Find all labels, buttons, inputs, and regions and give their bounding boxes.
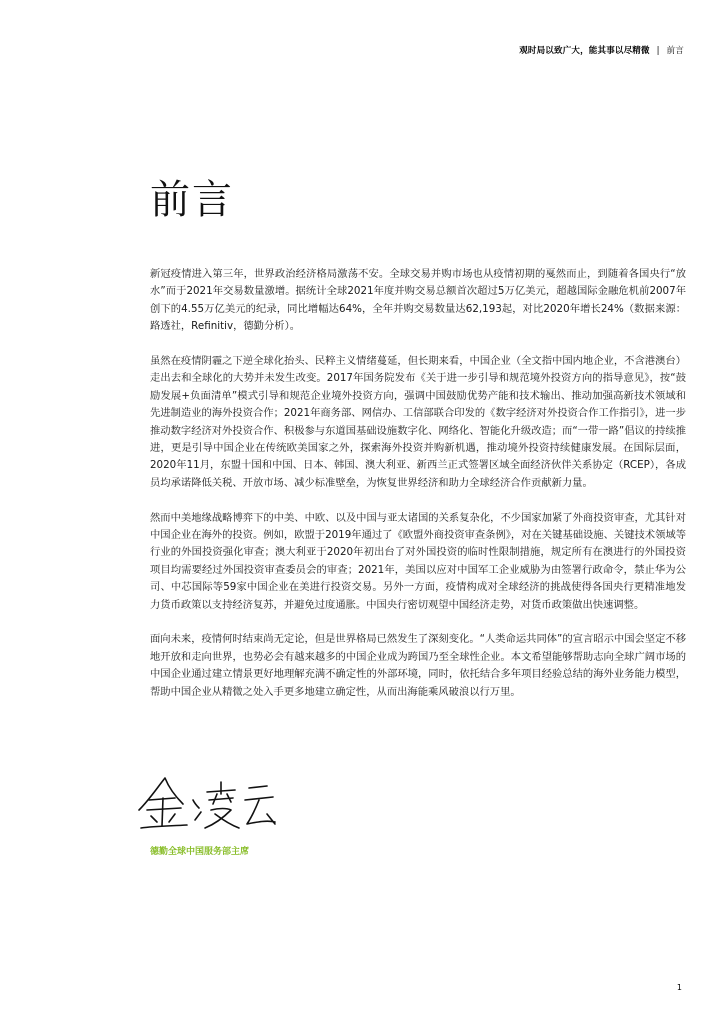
page-title: 前言 [150,177,234,223]
paragraph-1: 新冠疫情进入第三年，世界政治经济格局激荡不安。全球交易并购市场也从疫情初期的戛然而止，到随着各国央行“放水”而于2021年交易数量激增。据统计全球2021年度并购交易总额首次超过5万亿美元，超越国际金融危机前2007年创下的4.55万亿美元的纪录，同比增幅达64%，全年并购交易数量达62,193起，对比2020年增长24%（数据来源：路透社，Refinitiv，德勤分析）。 [150,268,686,333]
page-number: 1 [676,983,682,992]
paragraph-2: 虽然在疫情阴霾之下逆全球化抬头、民粹主义情绪蔓延，但长期来看，中国企业（全文指中国内地企业，不含港澳台）走出去和全球化的大势并未发生改变。2017年国务院发布《关于进一步引导和规范境外投资方向的指导意见》，按“鼓励发展+负面清单”模式引导和规范企业境外投资方向，强调中国鼓励优势产能和技术输出、推动加强高新技术领域和先进制造业的海外投资合作；2021年商务部、网信办、工信部联合印发的《数字经济对外投资合作工作指引》，进一步推动数字经济对外投资合作、积极参与东道国基础设施数字化、网络化、智能化升级改造；而“一带一路”倡议的持续推进，更是引导中国企业在传统欧美国家之外，探索海外投资并购新机遇，推动境外投资持续健康发展。在国际层面，2020年11月，东盟十国和中国、日本、韩国、澳大利亚、新西兰正式签署区域全面经济伙伴关系协定（RCEP），各成员均承诺降低关税、开放市场、减少标准壁垒，为恢复世界经济和助力全球经济合作贡献新力量。 [150,355,686,489]
running-title: 观时局以致广大，能其事以尽精微 [519,46,650,56]
header-section: 前言 [666,46,684,56]
paragraph-4: 面向未来，疫情何时结束尚无定论，但是世界格局已然发生了深刻变化。“人类命运共同体”的宣言昭示中国会坚定不移地开放和走向世界，也势必会有越来越多的中国企业成为跨国乃至全球性企业。本文希望能够帮助志向全球广阔市场的中国企业通过建立情景更好地理解充满不确定性的外部环境，同时，依托结合多年项目经验总结的海外业务能力模型，帮助中国企业从精微之处入手更多地建立确定性，从而出海能乘风破浪以行万里。 [150,633,686,698]
header-separator: | [656,46,660,56]
body-text [150,266,686,719]
paragraph-3: 然而中美地缘战略博弈下的中美、中欧、以及中国与亚太诸国的关系复杂化，不少国家加紧了外商投资审查，尤其针对中国企业在海外的投资。例如，欧盟于2019年通过了《欧盟外商投资审查条例》，对在关键基础设施、关键技术领域等行业的外国投资强化审查；澳大利亚于2020年初出台了对外国投资的临时性限制措施，规定所有在澳进行的外国投资项目均需要经过外国投资审查委员会的审查；2021年，美国以应对中国军工企业威胁为由签署行政命令，禁止华为公司、中芯国际等59家中国企业在美进行投资交易。另外一方面，疫情构成对全球经济的挑战使得各国央行更精准地发力货币政策以支持经济复苏，并避免过度通胀。中国央行密切观望中国经济走势，对货币政策做出快速调整。 [150,511,686,611]
running-header [519,44,684,56]
handwritten-signature [135,770,285,832]
signature-caption: 德勤全球中国服务部主席 [150,847,250,857]
